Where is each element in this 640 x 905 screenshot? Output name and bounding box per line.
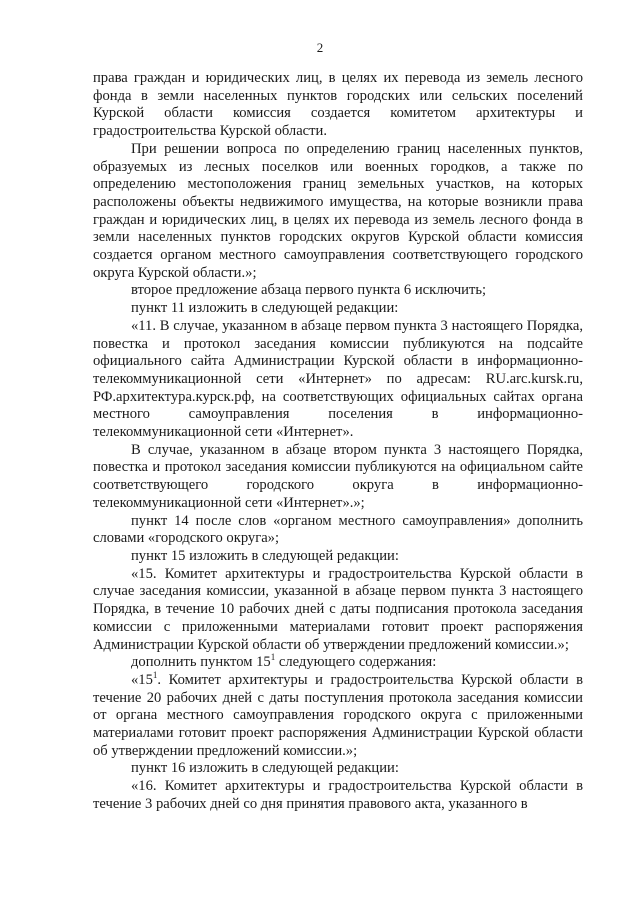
paragraph: пункт 11 изложить в следующей редакции: xyxy=(131,300,399,317)
paragraph: «15. Комитет архитектуры и градостроительства Курской области в случае заседания комиссии, указанной в абзаце первом пункта 3 настоящего Порядка, в течение 10 рабочих дней с даты подписания протокола заседания комиссии с приложенными материалами готовит проект распоряжения Администрации Курской области об утверждении предложений комиссии.»; xyxy=(93,565,583,653)
superscript: 1 xyxy=(270,652,276,663)
page-number: 2 xyxy=(316,40,324,55)
text: . Комитет архитектуры и градостроительства Курской области в течение 20 рабочих дней с даты поступления протокола заседания комиссии от органа местного самоуправления городского округа с приложенными материалами готовит проект распоряжения Администрации Курской области об утверждении предложений комиссии.»; xyxy=(93,671,583,759)
text: дополнить пунктом 15 xyxy=(131,654,271,671)
text: «15 xyxy=(131,671,153,688)
paragraph: В случае, указанном в абзаце втором пункта 3 настоящего Порядка, повестка и протокол заседания комиссии публикуются на официальном сайте соответствующего городского округа в информационно-телекоммуникационной сети «Интернет».»; xyxy=(93,441,583,511)
paragraph: пункт 14 после слов «органом местного самоуправления» дополнить словами «городского округа»; xyxy=(93,512,583,547)
paragraph: «11. В случае, указанном в абзаце первом пункта 3 настоящего Порядка, повестка и протокол заседания комиссии публикуются на подсайте официального сайта Администрации Курской области в информационно-телекоммуникационной сети «Интернет» по адресам: RU.arc.kursk.ru, РФ.архитектура.курск.рф, на соответствующих официальных сайтах органа местного самоуправления поселения в информационно-телекоммуникационной сети «Интернет». xyxy=(93,317,583,441)
paragraph: пункт 15 изложить в следующей редакции: xyxy=(131,547,399,564)
paragraph: второе предложение абзаца первого пункта 6 исключить; xyxy=(131,282,487,299)
paragraph: «16. Комитет архитектуры и градостроительства Курской области в течение 3 рабочих дней со дня принятия правового акта, указанного в xyxy=(93,778,583,812)
paragraph: пункт 16 изложить в следующей редакции: xyxy=(131,760,399,777)
paragraph xyxy=(93,672,583,761)
paragraph: При решении вопроса по определению границ населенных пунктов, образуемых из лесных поселков или военных городков, а также по определению местоположения границ земельных участков, на которых расположены объекты недвижимого имущества, на которые возникли права граждан и юридических лиц, в целях их перевода из земель лесного фонда в земли населенных пунктов городских округов Курской области комиссия создается органом местного самоуправления соответствующего городского округа Курской области.»; xyxy=(93,140,583,281)
paragraph xyxy=(93,654,583,672)
paragraph: права граждан и юридических лиц, в целях их перевода из земель лесного фонда в земли населенных пунктов городских или сельских поселений Курской области комиссия создается комитетом архитектуры и градостроительства Курской области. xyxy=(93,70,583,140)
document-body xyxy=(93,70,583,814)
text: следующего содержания: xyxy=(275,654,437,671)
superscript: 1 xyxy=(152,670,158,681)
